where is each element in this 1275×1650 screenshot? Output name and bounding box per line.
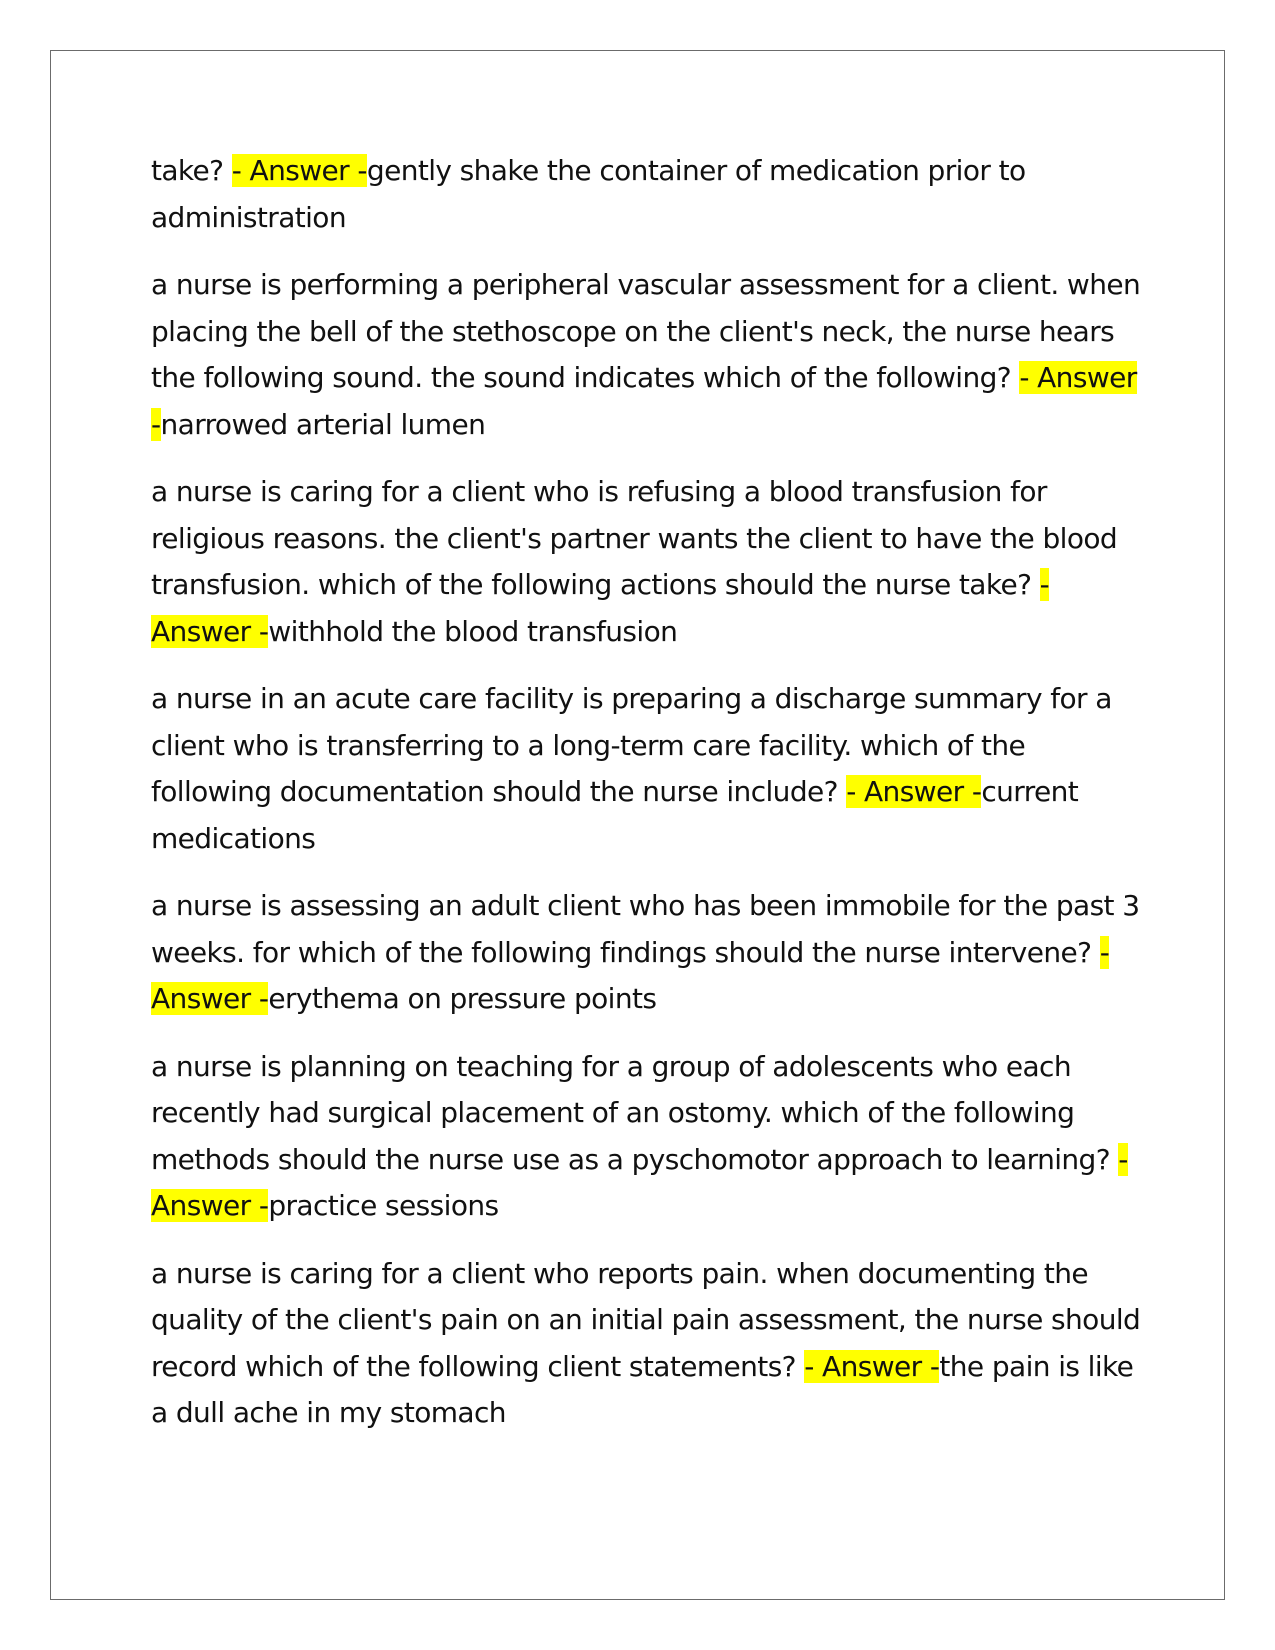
answer-text: practice sessions [268, 1189, 499, 1222]
answer-text: narrowed arterial lumen [160, 407, 486, 441]
answer-marker: - Answer - [151, 1142, 1128, 1222]
question-text: a nurse is performing a peripheral vascular assessment for a client. when placing the bell of the stethoscope on the client's neck, the nurse hears the following sound. the sound indicates which of the following? [151, 268, 1141, 394]
question-text: a nurse is assessing an adult client who has been immobile for the past 3 weeks. for which of the following findings should the nurse intervene? [151, 889, 1140, 969]
answer-marker: - Answer - [151, 568, 1050, 648]
qa-item [151, 262, 1141, 448]
question-text: a nurse is caring for a client who is refusing a blood transfusion for religious reasons. the client's partner wants the client to have the blood transfusion. which of the following actions should the nurse take? [151, 475, 1118, 601]
question-text: a nurse is planning on teaching for a group of adolescents who each recently had surgical placement of an ostomy. which of the following methods should the nurse use as a pyschomotor approach to learning? [151, 1049, 1119, 1176]
document-body [151, 148, 1141, 1458]
qa-item [151, 148, 1141, 241]
answer-marker: - Answer - [804, 1349, 940, 1383]
answer-text: erythema on pressure points [268, 982, 657, 1015]
qa-item [151, 469, 1141, 655]
qa-item [151, 1251, 1141, 1437]
qa-item [151, 883, 1141, 1023]
answer-marker: - Answer - [151, 361, 1137, 441]
answer-marker: - Answer - [231, 154, 367, 187]
answer-text: gently shake the container of medication prior to administration [151, 154, 1026, 234]
question-text: take? [151, 154, 232, 187]
answer-marker: - Answer - [846, 775, 982, 808]
qa-item [151, 676, 1141, 862]
question-text: a nurse in an acute care facility is preparing a discharge summary for a client who is transferring to a long-term care facility. which of the following documentation should the nurse include? [151, 682, 1112, 808]
answer-text: current medications [151, 775, 1079, 855]
answer-text: the pain is like a dull ache in my stomach [151, 1349, 1134, 1429]
qa-item [151, 1044, 1141, 1230]
answer-marker: - Answer - [151, 935, 1110, 1015]
answer-text: withhold the blood transfusion [268, 614, 678, 648]
question-text: a nurse is caring for a client who reports pain. when documenting the quality of the client's pain on an initial pain assessment, the nurse should record which of the following client statements? [151, 1256, 1141, 1383]
